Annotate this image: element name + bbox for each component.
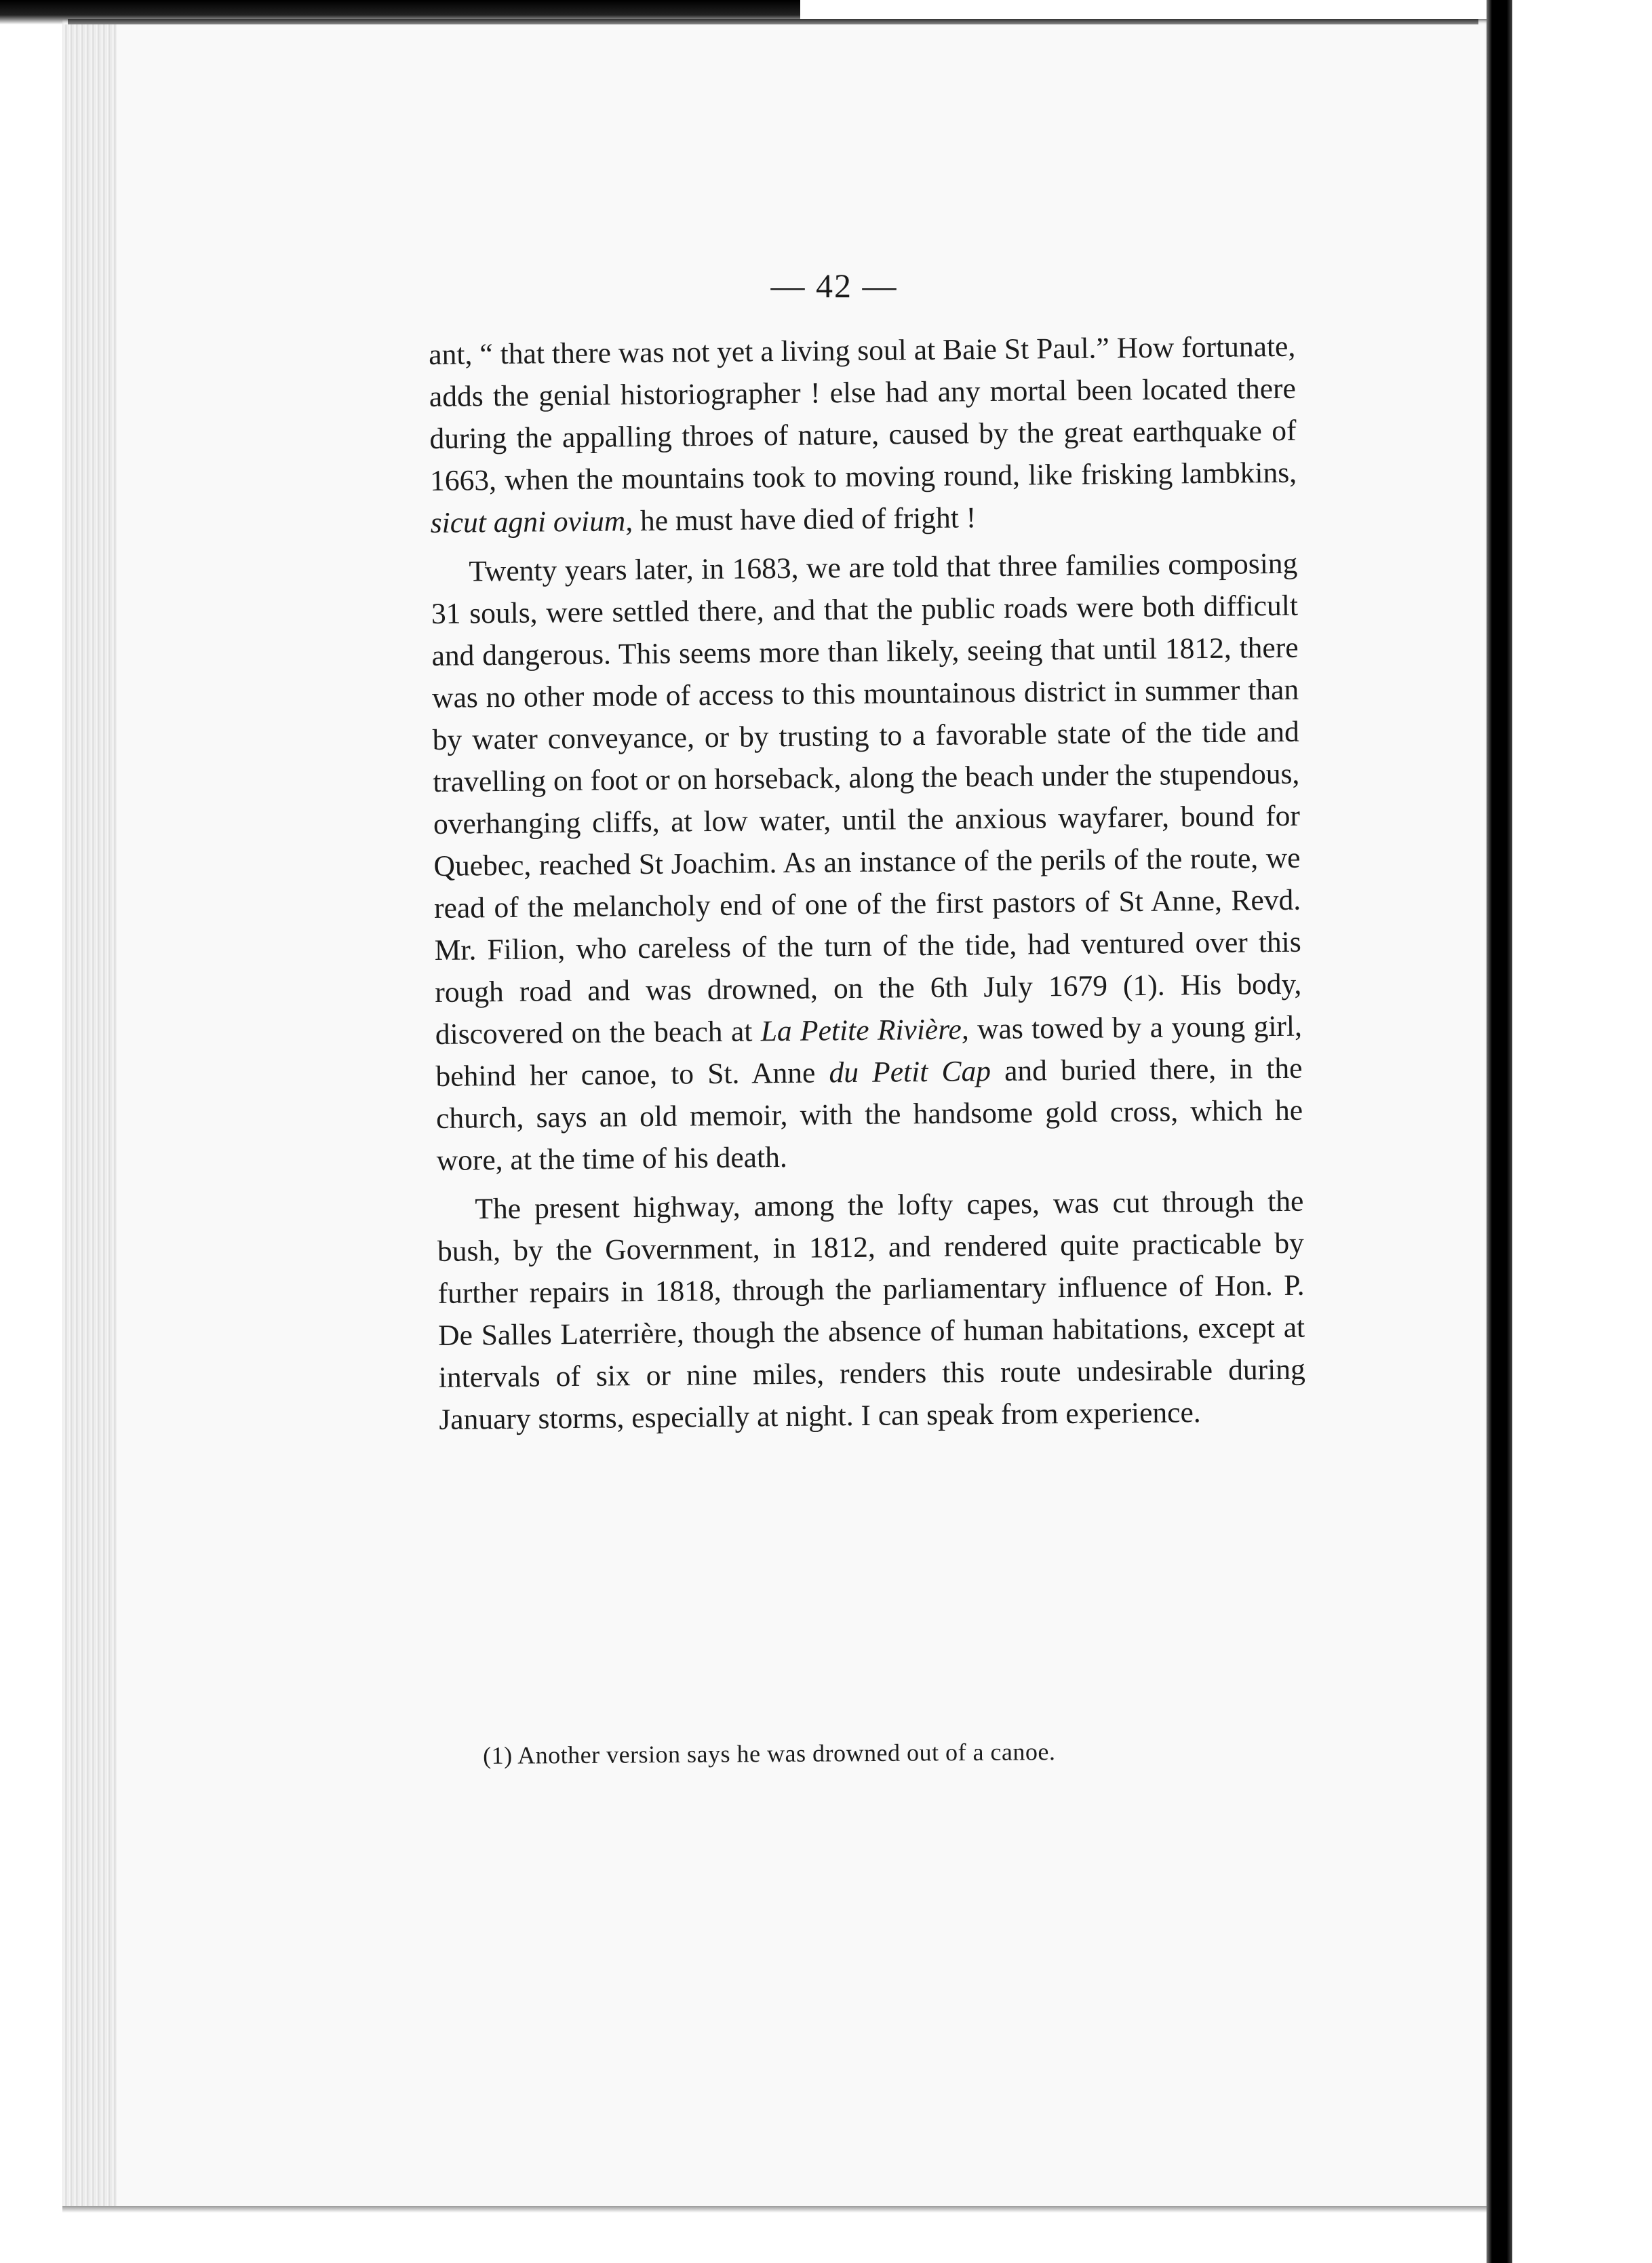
stacked-page-edges — [62, 24, 117, 2207]
page-top-shadow — [68, 19, 1478, 24]
right-margin — [1512, 0, 1652, 2263]
paragraph-1-text: ant, “ that there was not yet a living soul at Baie St Paul.” How fortunate, adds the genial historiographer ! else had any mortal been located there during the appalling throes of nature, caused by the great earthquake of 1663, when the mountains took to moving round, like frisking lambkins, — [429, 330, 1297, 497]
paragraph-1 — [429, 326, 1297, 544]
footnote: (1) Another version says he was drowned out of a canoe. — [483, 1738, 1056, 1769]
paragraph-3-text: The present highway, among the lofty capes, was cut through the bush, by the Government, in 1812, and rendered quite practicable by further repairs in 1818, through the parliamentary influence of Hon. P. De Salles Laterrière, though the absence of human habitations, except at intervals of six or nine miles, renders this route undesirable during January storms, especially at night. I can speak from experience. — [437, 1184, 1305, 1436]
book-gutter — [1487, 0, 1512, 2263]
paragraph-2 — [431, 543, 1303, 1182]
place-name-petite-riviere: La Petite Rivière, — [760, 1013, 969, 1048]
paragraph-2-text: Twenty years later, in 1683, we are told that three families composing 31 souls, were settled there, and that the public roads were both difficult and dangerous. This seems more than likely, seeing that until 1812, there was no other mode of access to this mountainous district in summer than by water conveyance, or by trusting to a favorable state of the tide and travelling on foot or on horseback, along the beach under the stupendous, overhanging cliffs, at low water, until the anxious wayfarer, bound for Quebec, reached St Joachim. As an instance of the perils of the route, we read of the melancholy end of one of the first pastors of St Anne, Revd. Mr. Filion, who careless of the turn of the tide, had ventured over this rough road and was drowned, on the 6th July 1679 (1). His body, discovered on the beach at — [431, 547, 1302, 1051]
place-name-petit-cap: du Petit Cap — [829, 1055, 991, 1089]
page-bottom-edge — [62, 2206, 1487, 2213]
paragraph-1-end: he must have died of fright ! — [632, 501, 977, 538]
paragraph-2-middle: was towed by a young girl, behind her canoe, to St. Anne — [435, 1009, 1303, 1093]
paragraph-2-end: and buried there, in the church, says an old memoir, with the handsome gold cross, which he wore, at the time of his death. — [435, 1051, 1303, 1177]
body-text — [429, 326, 1306, 1441]
latin-phrase: sicut agni ovium, — [430, 505, 633, 539]
paragraph-3 — [437, 1180, 1306, 1441]
page-number: — 42 — — [770, 267, 898, 305]
